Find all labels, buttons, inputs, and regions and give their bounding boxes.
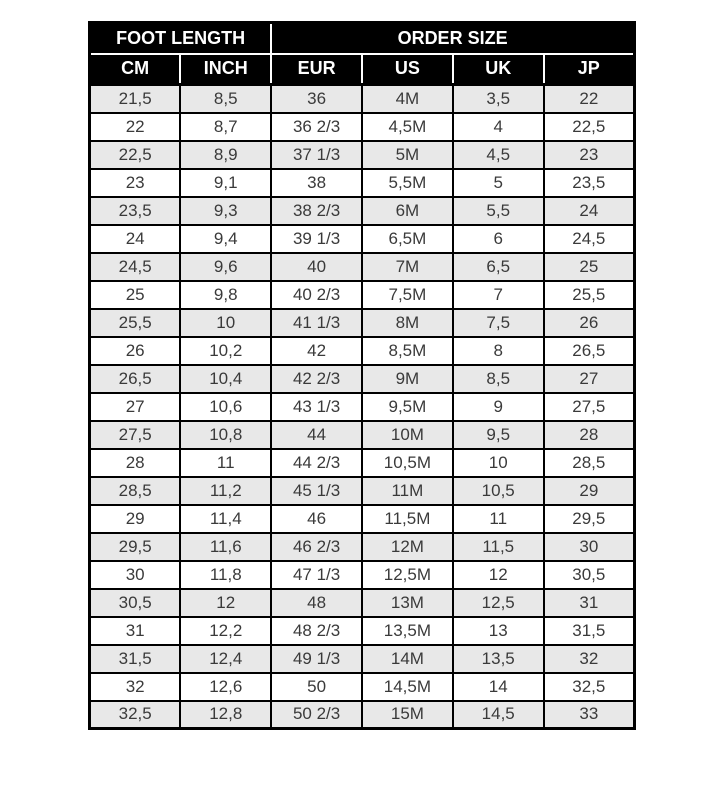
table-cell: 42 2/3 <box>271 365 362 393</box>
table-cell: 40 2/3 <box>271 281 362 309</box>
table-row <box>90 617 635 645</box>
table-cell: 45 1/3 <box>271 477 362 505</box>
table-cell: 24,5 <box>544 225 635 253</box>
table-cell: 23 <box>90 169 181 197</box>
table-cell: 32,5 <box>90 701 181 729</box>
group-header-foot-length: FOOT LENGTH <box>90 23 272 54</box>
table-cell: 30,5 <box>544 561 635 589</box>
table-cell: 9,6 <box>180 253 271 281</box>
table-row <box>90 449 635 477</box>
table-cell: 10,5 <box>453 477 544 505</box>
table-cell: 22 <box>90 113 181 141</box>
table-cell: 31,5 <box>544 617 635 645</box>
table-cell: 46 2/3 <box>271 533 362 561</box>
table-cell: 12M <box>362 533 453 561</box>
table-cell: 10,8 <box>180 421 271 449</box>
table-cell: 30,5 <box>90 589 181 617</box>
table-cell: 7M <box>362 253 453 281</box>
table-cell: 14,5 <box>453 701 544 729</box>
table-body <box>90 85 635 729</box>
table-row <box>90 113 635 141</box>
table-cell: 10,5M <box>362 449 453 477</box>
table-cell: 8 <box>453 337 544 365</box>
table-cell: 22,5 <box>90 141 181 169</box>
table-cell: 25 <box>90 281 181 309</box>
table-cell: 29 <box>90 505 181 533</box>
table-cell: 49 1/3 <box>271 645 362 673</box>
table-cell: 32,5 <box>544 673 635 701</box>
table-cell: 44 <box>271 421 362 449</box>
column-header-uk: UK <box>453 54 544 85</box>
table-cell: 50 2/3 <box>271 701 362 729</box>
table-cell: 27 <box>544 365 635 393</box>
table-cell: 26,5 <box>90 365 181 393</box>
table-cell: 5 <box>453 169 544 197</box>
table-cell: 29,5 <box>90 533 181 561</box>
table-cell: 39 1/3 <box>271 225 362 253</box>
table-cell: 11 <box>180 449 271 477</box>
table-cell: 3,5 <box>453 85 544 113</box>
table-cell: 6 <box>453 225 544 253</box>
table-cell: 10,2 <box>180 337 271 365</box>
table-row <box>90 645 635 673</box>
table-cell: 12,8 <box>180 701 271 729</box>
table-cell: 28 <box>90 449 181 477</box>
table-cell: 9,8 <box>180 281 271 309</box>
table-cell: 9,4 <box>180 225 271 253</box>
table-cell: 4,5M <box>362 113 453 141</box>
table-cell: 43 1/3 <box>271 393 362 421</box>
table-header <box>90 23 635 85</box>
table-cell: 9,3 <box>180 197 271 225</box>
table-cell: 32 <box>90 673 181 701</box>
table-cell: 38 2/3 <box>271 197 362 225</box>
table-cell: 9,5 <box>453 421 544 449</box>
table-cell: 25 <box>544 253 635 281</box>
table-cell: 46 <box>271 505 362 533</box>
table-cell: 27,5 <box>544 393 635 421</box>
table-row <box>90 589 635 617</box>
table-cell: 23 <box>544 141 635 169</box>
table-cell: 11,5 <box>453 533 544 561</box>
table-cell: 9M <box>362 365 453 393</box>
table-cell: 24,5 <box>90 253 181 281</box>
table-cell: 30 <box>544 533 635 561</box>
table-row <box>90 561 635 589</box>
table-cell: 4,5 <box>453 141 544 169</box>
table-cell: 6,5M <box>362 225 453 253</box>
table-cell: 14M <box>362 645 453 673</box>
table-cell: 47 1/3 <box>271 561 362 589</box>
table-cell: 11M <box>362 477 453 505</box>
table-row <box>90 477 635 505</box>
table-cell: 24 <box>90 225 181 253</box>
table-cell: 48 2/3 <box>271 617 362 645</box>
table-cell: 27,5 <box>90 421 181 449</box>
table-cell: 10 <box>453 449 544 477</box>
table-row <box>90 337 635 365</box>
table-cell: 36 <box>271 85 362 113</box>
table-row <box>90 253 635 281</box>
table-cell: 9,5M <box>362 393 453 421</box>
table-cell: 25,5 <box>90 309 181 337</box>
table-row <box>90 533 635 561</box>
table-cell: 10,6 <box>180 393 271 421</box>
table-row <box>90 701 635 729</box>
table-cell: 10M <box>362 421 453 449</box>
table-row <box>90 421 635 449</box>
shoe-size-table <box>88 21 636 730</box>
table-row <box>90 673 635 701</box>
table-cell: 8,5 <box>453 365 544 393</box>
table-cell: 23,5 <box>90 197 181 225</box>
table-row <box>90 281 635 309</box>
column-header-jp: JP <box>544 54 635 85</box>
table-cell: 8,7 <box>180 113 271 141</box>
table-cell: 5,5M <box>362 169 453 197</box>
table-cell: 8,9 <box>180 141 271 169</box>
table-cell: 26,5 <box>544 337 635 365</box>
table-cell: 12,5 <box>453 589 544 617</box>
table-cell: 37 1/3 <box>271 141 362 169</box>
table-cell: 14 <box>453 673 544 701</box>
table-cell: 8,5 <box>180 85 271 113</box>
table-cell: 50 <box>271 673 362 701</box>
table-cell: 13 <box>453 617 544 645</box>
table-cell: 40 <box>271 253 362 281</box>
table-cell: 5,5 <box>453 197 544 225</box>
table-cell: 41 1/3 <box>271 309 362 337</box>
table-cell: 12,6 <box>180 673 271 701</box>
table-cell: 13,5 <box>453 645 544 673</box>
table-cell: 11,6 <box>180 533 271 561</box>
table-cell: 31 <box>90 617 181 645</box>
table-cell: 4M <box>362 85 453 113</box>
table-row <box>90 393 635 421</box>
table-cell: 14,5M <box>362 673 453 701</box>
table-cell: 22 <box>544 85 635 113</box>
table-cell: 6M <box>362 197 453 225</box>
table-cell: 11,4 <box>180 505 271 533</box>
table-cell: 13,5M <box>362 617 453 645</box>
table-cell: 28 <box>544 421 635 449</box>
table-cell: 25,5 <box>544 281 635 309</box>
table-cell: 42 <box>271 337 362 365</box>
table-cell: 13M <box>362 589 453 617</box>
table-row <box>90 365 635 393</box>
table-cell: 8M <box>362 309 453 337</box>
table-cell: 12 <box>180 589 271 617</box>
table-row <box>90 309 635 337</box>
table-cell: 5M <box>362 141 453 169</box>
table-cell: 11,5M <box>362 505 453 533</box>
table-row <box>90 85 635 113</box>
table-cell: 11 <box>453 505 544 533</box>
table-cell: 12,4 <box>180 645 271 673</box>
table-cell: 29,5 <box>544 505 635 533</box>
table-cell: 30 <box>90 561 181 589</box>
table-cell: 23,5 <box>544 169 635 197</box>
table-cell: 32 <box>544 645 635 673</box>
table-cell: 36 2/3 <box>271 113 362 141</box>
table-row <box>90 505 635 533</box>
table-cell: 48 <box>271 589 362 617</box>
column-header-inch: INCH <box>180 54 271 85</box>
table-row <box>90 169 635 197</box>
group-header-row <box>90 23 635 54</box>
table-cell: 12,5M <box>362 561 453 589</box>
table-cell: 26 <box>90 337 181 365</box>
table-cell: 33 <box>544 701 635 729</box>
column-header-eur: EUR <box>271 54 362 85</box>
table-cell: 6,5 <box>453 253 544 281</box>
table-cell: 31,5 <box>90 645 181 673</box>
table-row <box>90 141 635 169</box>
column-header-row <box>90 54 635 85</box>
table-cell: 9 <box>453 393 544 421</box>
table-cell: 12 <box>453 561 544 589</box>
table-cell: 11,8 <box>180 561 271 589</box>
table-cell: 11,2 <box>180 477 271 505</box>
group-header-order-size: ORDER SIZE <box>271 23 634 54</box>
table-cell: 22,5 <box>544 113 635 141</box>
column-header-us: US <box>362 54 453 85</box>
table-cell: 4 <box>453 113 544 141</box>
table-cell: 44 2/3 <box>271 449 362 477</box>
table-cell: 26 <box>544 309 635 337</box>
table-cell: 8,5M <box>362 337 453 365</box>
table-cell: 21,5 <box>90 85 181 113</box>
table-cell: 31 <box>544 589 635 617</box>
table-cell: 24 <box>544 197 635 225</box>
table-cell: 15M <box>362 701 453 729</box>
table-cell: 38 <box>271 169 362 197</box>
table-cell: 28,5 <box>90 477 181 505</box>
table-cell: 28,5 <box>544 449 635 477</box>
column-header-cm: CM <box>90 54 181 85</box>
table-row <box>90 225 635 253</box>
table-cell: 29 <box>544 477 635 505</box>
table-cell: 10,4 <box>180 365 271 393</box>
table-cell: 12,2 <box>180 617 271 645</box>
table-row <box>90 197 635 225</box>
table-cell: 7,5 <box>453 309 544 337</box>
table-cell: 9,1 <box>180 169 271 197</box>
table-cell: 27 <box>90 393 181 421</box>
table-cell: 10 <box>180 309 271 337</box>
table-cell: 7,5M <box>362 281 453 309</box>
table-cell: 7 <box>453 281 544 309</box>
